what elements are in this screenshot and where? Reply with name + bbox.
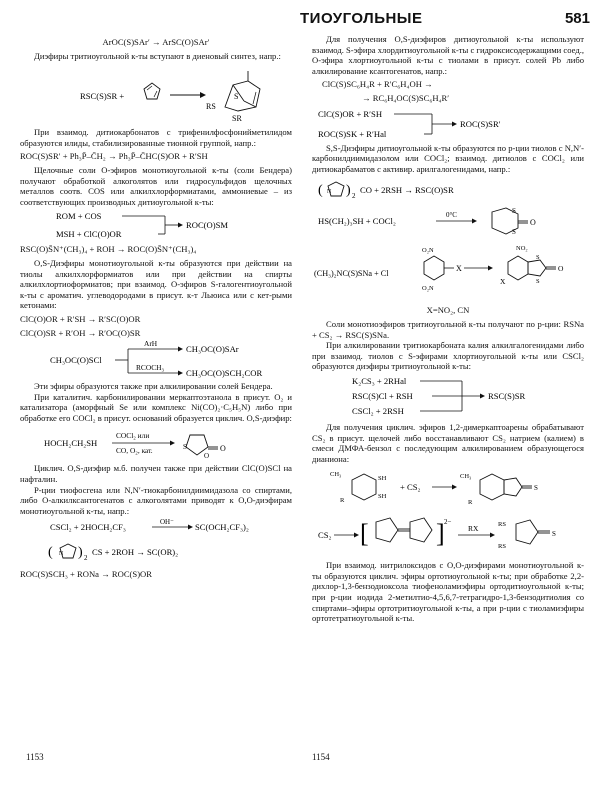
- svg-text:S: S: [536, 278, 540, 286]
- equation-tail: CO + 2RSH → RSC(O)SR: [360, 185, 454, 196]
- dithianone-ring: [492, 207, 536, 236]
- svg-text:N: N: [327, 189, 332, 196]
- product-label: SC(OCH₂CF₃)₂: [195, 522, 249, 533]
- equation: RSC(O)S̄N⁺(CH₃)₄ + ROH → ROC(O)S̄N⁺(CH₃)₄: [20, 244, 197, 255]
- paragraph: При взаимод. дитиокарбонатов с трифенилфосфонийметилидом образуются илиды, стабилизированные тионной группой, напр.:: [20, 127, 292, 148]
- svg-text:2−: 2−: [444, 518, 452, 527]
- s-label: S: [234, 92, 239, 102]
- reactant-label: CS₂: [318, 530, 332, 541]
- paragraph: При взаимод. нитрилоксидов с O,O-диэфирами монотиоугольной к-ты образуются циклич. эфиры ортотиоугольной к-ты; при обработке 2,2-дихлор-1,3-бензодиоксола тиофеноламиэфиры ортодитиоугольной к-ты; при р-ции иодида 2-метилтио-4,5,6,7-тетрагидро-1,3-бензодитиолия со спиртами–эфиры ортотритиоугольной к-ты, а при р-ции с тиоламиэфиры ортотетратиоугольной к-ты.: [312, 560, 584, 624]
- reactant-label: HOCH₂CH₂SH: [44, 438, 98, 449]
- left-column: [20, 34, 292, 746]
- reactant-label: HS(CH₂)₃SH + COCl₂: [318, 216, 396, 227]
- dithianone-scheme: [312, 204, 584, 238]
- svg-text:S: S: [512, 228, 516, 237]
- alkylthio-product: [498, 520, 556, 550]
- reactant-label: CSCl₂ + 2HOCH₂CF₃: [50, 522, 126, 533]
- substituent-label: X: [456, 264, 462, 274]
- running-title: ТИОУГОЛЬНЫЕ: [300, 10, 423, 27]
- product-label: ROC(O)SM: [186, 220, 229, 231]
- paragraph: Диэфиры тритиоугольной к-ты вступают в диеновый синтез, напр.:: [34, 50, 281, 61]
- product-label: ROC(S)SR′: [460, 118, 501, 129]
- bender-salt-scheme: [20, 209, 292, 241]
- equation: ROC(S)SR′ + Ph₃P̄–C̄H₂ → Ph₃P̄–C̄HC(S)OR + R′SH: [20, 151, 208, 162]
- benzodithiolone-product: [500, 245, 564, 286]
- reactant-label: MSH + ClC(O)OR: [56, 229, 122, 240]
- equation: → RC₆H₄OC(S)SC₆H₄R′: [362, 92, 450, 103]
- product-label: RSC(S)SR: [488, 390, 526, 401]
- svg-text:NO₂: NO₂: [516, 245, 528, 253]
- trithiocarbonate-scheme: [312, 374, 584, 420]
- svg-text:O₂N: O₂N: [422, 285, 434, 293]
- svg-text:X: X: [500, 277, 506, 287]
- tetrathiafulvalene-scheme: [312, 512, 584, 558]
- equation: ROC(S)SCH₃ + RONa → ROC(S)OR: [20, 569, 152, 580]
- benzodithiolone-scheme: [312, 240, 584, 302]
- svg-text:): ): [346, 183, 351, 199]
- svg-text:S: S: [534, 484, 538, 493]
- reagent-label: ArH: [144, 341, 158, 349]
- svg-text:): ): [78, 545, 83, 561]
- svg-text:2: 2: [352, 192, 356, 201]
- thiophosgene-scheme: [20, 518, 292, 534]
- equation-tail: CS + 2ROH → SC(OR)₂: [92, 547, 179, 558]
- paragraph: Щелочные соли О-эфиров монотиоугольной к-ты (соли Бендера) получают обработкой алкоголятов или гидросульфидов щелочных металлов соотв. COS или алкилхлорформиатами, аммониевые – из соответствующих производных дитиоугольной к-ты:: [20, 164, 292, 207]
- bracket-icon: (: [318, 183, 323, 199]
- svg-text:RS: RS: [498, 521, 506, 529]
- equation: ClC(S)SC₆H₄R + R′C₆H₄OH →: [322, 79, 433, 90]
- svg-text:N: N: [59, 551, 64, 558]
- svg-text:S: S: [552, 530, 556, 539]
- reagent-label: COCl₂ или: [116, 431, 150, 441]
- oxathiolanone-scheme: [20, 425, 292, 461]
- svg-text:SH: SH: [378, 475, 387, 483]
- reagent-label: OH⁻: [160, 518, 174, 527]
- svg-text:SH: SH: [378, 493, 387, 501]
- svg-text:O₂N: O₂N: [422, 247, 434, 255]
- column-number-right: 1154: [312, 752, 330, 762]
- svg-text:O: O: [530, 218, 536, 228]
- reactant-label: ROC(S)SK + R′Hal: [318, 128, 387, 139]
- equation: ClC(O)SR + R′OH → R′OC(O)SR: [20, 327, 141, 338]
- paragraph: Для получения циклич. эфиров 1,2-димеркаптоарены обрабатывают CS₂ в присут. щелочей либо восстанавливают CS₂ натрием (калием) в смеси ДМФА-бензол с последующим алкилированием образующегося дианиона:: [312, 421, 584, 464]
- column-number-left: 1153: [26, 752, 44, 762]
- cyclopentadiene-ring: [144, 83, 160, 99]
- reactant-label: ClC(S)OR + R′SH: [318, 108, 383, 119]
- reagent-label: + CS₂: [400, 482, 421, 493]
- svg-text:R: R: [340, 497, 345, 505]
- svg-text:CH₃: CH₃: [460, 473, 472, 481]
- paragraph: Эти эфиры образуются также при алкилировании солей Бендера.: [34, 381, 273, 392]
- reagent-label: CO, O₂, кат.: [116, 446, 153, 456]
- chlorosulfenyl-scheme: [20, 341, 292, 379]
- reactant-label: CSCl₂ + 2RSH: [352, 405, 404, 416]
- svg-text:O: O: [204, 452, 210, 461]
- equation: ArOC(S)SAr′ → ArSC(O)SAr′: [102, 37, 210, 47]
- benzodithiole-thione: [460, 473, 538, 506]
- paragraph: При каталитич. карбонилировании меркаптоэтанола в присут. O₂ и катализатора (аморфный Se или комплекс Ni(CO)₂·C₅H₅N) либо при обработке его COCl₂ в присут. оснований образуется циклич. O,S-диэфир:: [20, 391, 292, 423]
- equation: ClC(O)OR + R′SH → R′SC(O)OR: [20, 313, 141, 324]
- page-header: [300, 10, 590, 30]
- reactant-label: ROM + COS: [56, 211, 102, 222]
- reagent-label: RCOCH₃: [136, 363, 165, 373]
- bracket-icon: [: [360, 519, 369, 549]
- svg-text:R: R: [468, 499, 473, 507]
- svg-text:RS: RS: [498, 543, 506, 551]
- chloronitrobenzene-ring: [422, 247, 462, 292]
- xanthate-scheme: [312, 107, 584, 141]
- product-label: CH₃OC(O)SCH₂COR: [186, 368, 263, 379]
- reactant-label: RSC(S)Cl + RSH: [352, 390, 413, 401]
- paragraph: Соли монотиоэфиров тритиоугольной к-ты получают по р-ции: RSNa + CS₂ → RSC(S)SNa.: [312, 318, 584, 340]
- page-number: 581: [564, 10, 590, 27]
- svg-text:O: O: [220, 444, 226, 454]
- paragraph: O,S-Диэфиры монотиоугольной к-ты образуются при действии на тиолы алкилхлорформиатов или при действии на спирты алкилхлортиоформиатов; при взаимод. О-эфиров S-галогентиоугольной к-ты с ароматич. углеводородами в присут. к-т Льюиса или с кет-рыми кетонами:: [20, 257, 292, 311]
- svg-text:]: ]: [436, 519, 445, 549]
- carbonyldiimidazole-scheme: [312, 176, 584, 202]
- paragraph: Циклич. O,S-диэфир м.б. получен также при действии ClC(O)SCl на нафталин.: [20, 463, 292, 485]
- svg-text:CH₃: CH₃: [330, 471, 342, 479]
- reagent-label: RX: [468, 524, 479, 534]
- reactant-label: (CH₃)₂NC(S)SNa + Cl: [314, 269, 389, 279]
- diene-synthesis-scheme: [20, 63, 292, 125]
- paragraph: Р-ции тиофосгена или N,N′-тиокарбонилдиимидазола со спиртами, либо O-алкилксантогенатов с алкоголятами приводят к O,O-диэфирам монотиоугольной к-ты, напр.:: [20, 484, 292, 516]
- imidazole-scheme: [20, 536, 292, 566]
- dimercaptoarene: [330, 471, 387, 504]
- rs-label: RS: [206, 102, 216, 112]
- svg-text:S: S: [183, 443, 187, 452]
- right-column: [312, 34, 584, 746]
- substituent-legend: X=NO₂, CN: [426, 305, 470, 316]
- dithiolate-dianion: [376, 518, 432, 542]
- benzodithiole-thione-scheme: [312, 466, 584, 510]
- paragraph: При алкилировании тритиокарбоната калия алкилгалогенидами либо при взаимод. тиолов с S-эфирами хлортиоугольной к-ты или CSCl₂ образуются диэфиры тритиоугольной к-ты:: [312, 340, 584, 372]
- oxathiolanone-ring: [183, 435, 226, 460]
- svg-text:2: 2: [84, 554, 88, 563]
- paragraph: S,S-Диэфиры дитиоугольной к-ты образуются по р-ции тиолов с N,N′-карбонилдиимидазолом или COCl₂; взаимод. дитиолов с COCl₂ или дитиокарбаматов с активир. арилгалогенидами, напр.:: [312, 142, 584, 174]
- svg-text:O: O: [558, 264, 564, 274]
- bicyclic-product: [225, 71, 260, 111]
- reactant-label: RSC(S)SR +: [80, 91, 125, 102]
- svg-text:S: S: [512, 207, 516, 216]
- sr-label: SR: [232, 114, 242, 124]
- paragraph: Для получения O,S-диэфиров дитиоугольной к-ты используют взаимод. S-эфира хлордитиоугольной к-ты с гидроксисодержащими соед., O-эфира хлортиоугольной к-ты с тиолами в присут. солей Pb либо алкилирование ксантогенатов, напр.:: [312, 34, 584, 76]
- bracket-icon: (: [48, 545, 53, 561]
- svg-text:S: S: [536, 254, 540, 262]
- product-label: CH₃OC(O)SAr: [186, 344, 239, 355]
- reagent-label: 0°C: [446, 211, 457, 220]
- reactant-label: K₂CS₃ + 2RHal: [352, 375, 407, 386]
- reactant-label: CH₃OC(O)SCl: [50, 355, 102, 366]
